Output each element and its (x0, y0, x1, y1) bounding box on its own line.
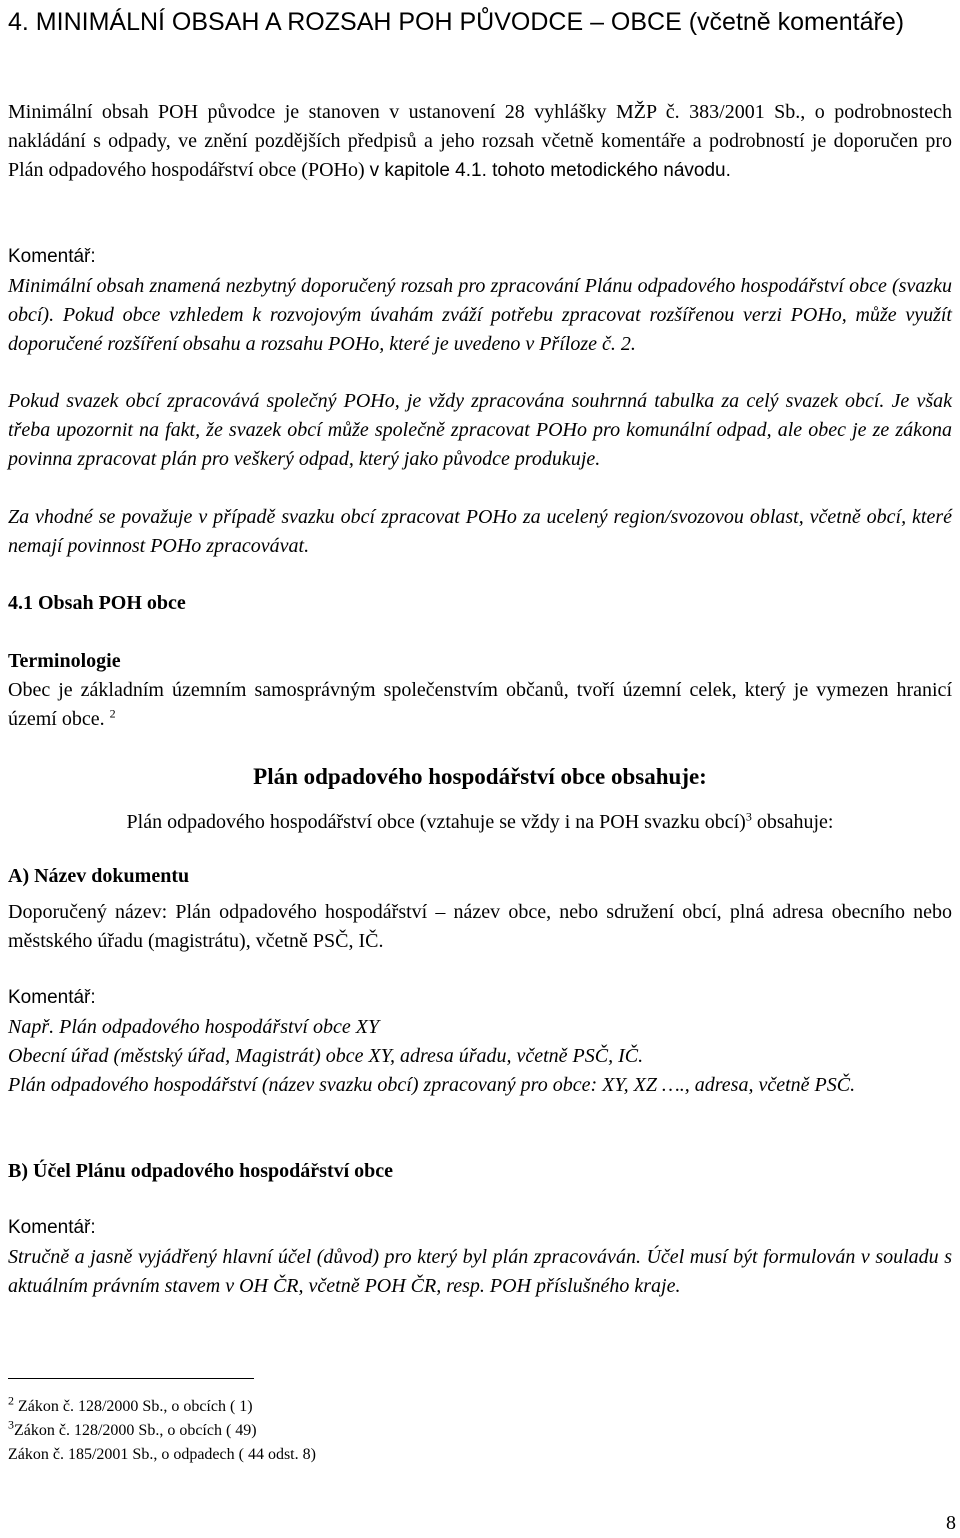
contents-intro-text: Plán odpadového hospodářství obce (vztahuje se vždy i na POH svazku obcí) (126, 811, 746, 833)
terminology-definition: Obec je základním územním samosprávným společenstvím občanů, tvoří územní celek, který je vymezen hranicí území obce. (8, 679, 952, 730)
footnote-text: Zákon č. 185/2001 Sb., o odpadech ( 44 odst. 8) (8, 1446, 316, 1463)
section-a-comment-line-3: Plán odpadového hospodářství (název svazku obcí) zpracovaný pro obce: XY, XZ …., adresa, včetně PSČ. (8, 1074, 856, 1096)
section-b-text: Stručně a jasně vyjádřený hlavní účel (důvod) pro který byl plán zpracováván. Účel musí být formulován v souladu s aktuálním právním stavem v OH ČR, včetně POH ČR, resp. POH příslušného kraje. (8, 1246, 952, 1297)
section-a-comment-line-1: Např. Plán odpadového hospodářství obce XY (8, 1016, 380, 1038)
section-b-title: B) Účel Plánu odpadového hospodářství obce (8, 1160, 394, 1182)
subsection-title: 4.1 Obsah POH obce (8, 592, 186, 614)
intro-text-tail: v kapitole 4.1. tohoto metodického návodu. (369, 159, 731, 181)
comment-label: Komentář: (8, 246, 96, 267)
footnote-3-continued (8, 1444, 952, 1466)
terminology-text (8, 676, 952, 734)
comment-paragraph-3: Za vhodné se považuje v případě svazku obcí zpracovat POHo za ucelený region/svozovou oblast, včetně obcí, které nemají povinnost POHo zpracovávat. (8, 506, 952, 557)
page-number: 8 (946, 1512, 956, 1534)
section-a-text: Doporučený název: Plán odpadového hospodářství – název obce, nebo sdružení obcí, plná adresa obecního nebo městského úřadu (magistrátu), včetně PSČ, IČ. (8, 901, 952, 952)
section-b-comment-label: Komentář: (8, 1217, 96, 1238)
comment-paragraph-2: Pokud svazek obcí zpracovává společný POHo, je vždy zpracována souhrnná tabulka za celý svazek obcí. Je však třeba upozornit na fakt, že svazek obcí může společně zpracovat POHo pro komunální odpad, ale obec je ze zákona povinna zpracovat plán pro veškerý odpad, který jako původce produkuje. (8, 390, 952, 470)
footnote-text: Zákon č. 128/2000 Sb., o obcích ( 49) (14, 1422, 257, 1439)
terminology-title: Terminologie (8, 650, 121, 672)
section-a-comment-line-2: Obecní úřad (městský úřad, Magistrát) obce XY, adresa úřadu, včetně PSČ, IČ. (8, 1045, 644, 1067)
footnote-ref-2[interactable]: 2 (109, 706, 116, 721)
contents-intro (8, 808, 952, 837)
footnote-text: Zákon č. 128/2000 Sb., o obcích ( 1) (18, 1398, 253, 1415)
section-title: 4. MINIMÁLNÍ OBSAH A ROZSAH POH PŮVODCE – OBCE (včetně komentáře) (8, 8, 905, 36)
contents-heading: Plán odpadového hospodářství obce obsahuje: (253, 764, 707, 789)
section-a-comment-label: Komentář: (8, 987, 96, 1008)
section-a-title: A) Název dokumentu (8, 865, 190, 887)
footnote-number: 3 (8, 1417, 14, 1432)
footnote-separator (8, 1378, 254, 1379)
intro-text: Minimální obsah POH původce je stanoven v ustanovení 28 vyhlášky MŽP č. 383/2001 Sb., o podrobnostech nakládání s odpady, ve znění pozdějších předpisů a jeho rozsah včetně komentáře a podrobností je doporučen pro Plán odpadového hospodářství obce (POHo) (8, 101, 952, 181)
intro-paragraph (8, 98, 952, 185)
footnote-2 (8, 1393, 952, 1418)
contents-intro-tail: obsahuje: (756, 811, 834, 833)
footnote-ref-3[interactable]: 3 (745, 809, 752, 824)
footnote-3 (8, 1417, 952, 1442)
footnote-number: 2 (8, 1393, 14, 1408)
comment-paragraph-1: Minimální obsah znamená nezbytný doporučený rozsah pro zpracování Plánu odpadového hospodářství obce (svazku obcí). Pokud obce vzhledem k rozvojovým úvahám zváží potřebu zpracovat rozšířenou verzi POHo, může využít doporučené rozšíření obsahu a rozsahu POHo, které je uvedeno v Příloze č. 2. (8, 275, 952, 355)
